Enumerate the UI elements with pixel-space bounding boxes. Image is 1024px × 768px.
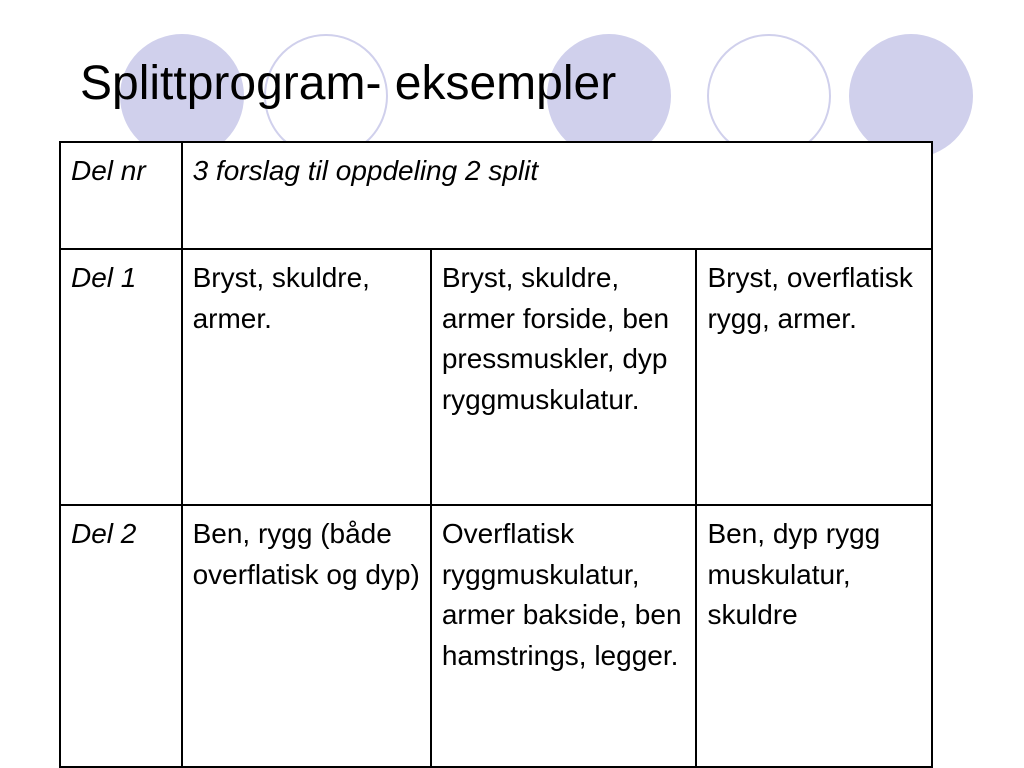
slide-title: Splittprogram- eksempler — [80, 57, 617, 110]
table-cell: Ben, dyp rygg muskulatur, skuldre — [696, 505, 932, 767]
header-cell-del-nr: Del nr — [60, 142, 182, 249]
table-row — [60, 249, 932, 505]
table-cell: Overflatisk ryggmuskulatur, armer bakside, ben hamstrings, legger. — [431, 505, 697, 767]
row-label: Del 1 — [60, 249, 182, 505]
table-cell: Ben, rygg (både overflatisk og dyp) — [182, 505, 431, 767]
table-cell: Bryst, overflatisk rygg, armer. — [696, 249, 932, 505]
table-header-row — [60, 142, 932, 249]
table-row — [60, 505, 932, 767]
row-label: Del 2 — [60, 505, 182, 767]
decorative-circle-5 — [849, 34, 973, 158]
table-cell: Bryst, skuldre, armer. — [182, 249, 431, 505]
split-program-table — [59, 141, 933, 768]
table-cell: Bryst, skuldre, armer forside, ben pressmuskler, dyp ryggmuskulatur. — [431, 249, 697, 505]
header-cell-forslag: 3 forslag til oppdeling 2 split — [182, 142, 932, 249]
decorative-circle-4 — [707, 34, 831, 158]
